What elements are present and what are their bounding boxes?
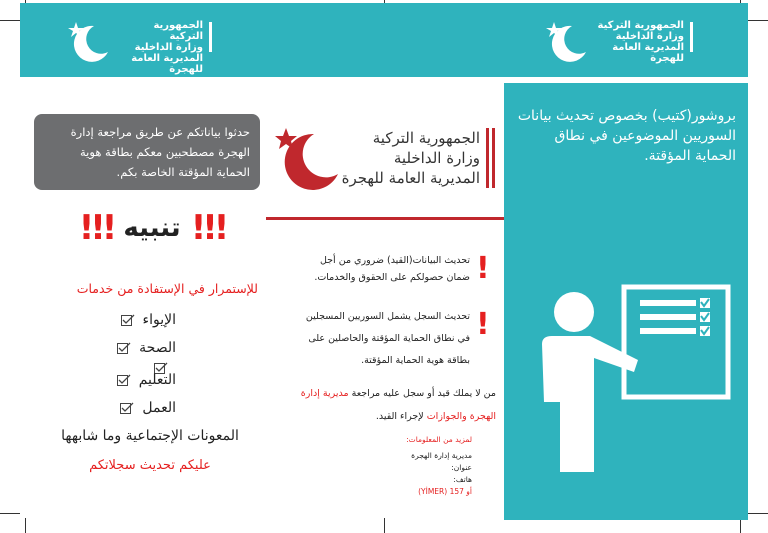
brochure-title: بروشور(كتيب) بخصوص تحديث بيانات السوريين الموضوعين في نطاق الحماية المؤقتة. [517, 108, 736, 164]
info-line1: مديرية إدارة الهجرة [411, 451, 472, 460]
crescent-star-icon [268, 124, 350, 190]
checkbox-checked-icon [121, 314, 135, 326]
update-records-text: عليكم تحديث سجلاتكم [89, 458, 211, 473]
services-subtitle: للإستمرار في الإستفادة من خدمات [76, 281, 258, 296]
center-logo-line1: الجمهورية التركية [372, 129, 480, 147]
service-education: التعليم [138, 372, 176, 388]
service-work: العمل [142, 400, 176, 416]
crop-mark [740, 518, 741, 533]
crop-mark [748, 20, 768, 21]
warning-heading [72, 206, 232, 250]
para-end: لإجراء القيد. [375, 411, 424, 422]
logo-divider [492, 128, 495, 188]
header-line3: المديرية العامة للهجرة [131, 53, 203, 75]
service-shelter: الإيواء [142, 312, 176, 328]
migration-directorate: مديرية إدارة الهجرة والجوازات [300, 388, 496, 422]
red-separator [266, 217, 504, 220]
crop-mark [0, 513, 20, 514]
info-title: لمزيد من المعلومات: [406, 435, 472, 444]
info-block [360, 434, 472, 498]
logo-divider [486, 128, 489, 188]
center-logo-text [340, 128, 480, 188]
header-divider [690, 22, 693, 52]
checkbox-checked-icon [120, 402, 134, 414]
exclamation-icon: ! [476, 307, 490, 342]
list-item [121, 312, 176, 328]
warning-marks-right: !!! [190, 208, 226, 248]
social-aid-text: المعونات الإجتماعية وما شابهها [61, 428, 239, 444]
header-line3: المديرية العامة للهجرة [612, 42, 684, 64]
center-logo-line3: المديرية العامة للهجرة [341, 169, 480, 187]
gray-box-text: حدثوا بياناتكم عن طريق مراجعة إدارة الهجرة مصطحبين معكم بطاقة هوية الحماية المؤقتة الخاصة بكم. [70, 125, 250, 179]
para-start: من لا يملك قيد أو سجل عليه مراجعة [351, 388, 496, 399]
crop-mark [0, 20, 20, 21]
list-item [120, 400, 176, 416]
exclamation-icon: ! [476, 251, 490, 286]
gray-info-box [34, 114, 260, 190]
header-divider [209, 22, 212, 52]
checkbox-checked-icon [117, 342, 131, 354]
crop-mark [384, 518, 385, 533]
header-text-left [118, 20, 203, 75]
notice-1: تحديث البيانات(القيد) ضروري من أجل ضمان حصولكم على الحقوق والخدمات. [314, 255, 470, 283]
crop-mark [748, 513, 768, 514]
list-item [117, 372, 176, 388]
crescent-star-icon [64, 20, 124, 62]
warning-marks-left: !!! [78, 208, 114, 248]
presenter-board-icon [520, 282, 740, 472]
list-item [117, 340, 176, 356]
service-health: الصحة [139, 340, 176, 356]
warning-title: تنبيه [123, 213, 181, 243]
crop-mark [25, 518, 26, 533]
checkbox-checked-icon [117, 374, 131, 386]
header-text-right [596, 20, 684, 64]
center-logo-line2: وزارة الداخلية [393, 149, 480, 167]
info-line2: عنوان: [451, 463, 472, 472]
crescent-star-icon [542, 20, 602, 62]
header-line1: الجمهورية التركية [153, 20, 203, 42]
header-line2: وزارة الداخلية [134, 42, 203, 53]
info-line3: هاتف: [453, 475, 472, 484]
header-line2: وزارة الداخلية [615, 31, 684, 42]
info-line4: أو 157 (YİMER) [418, 487, 472, 496]
services-list [60, 312, 176, 418]
header-line1: الجمهورية التركية [597, 20, 684, 31]
registration-paragraph [292, 382, 496, 428]
notice-2: تحديث السجل يشمل السوريين المسجلين في نطاق الحماية المؤقتة والحاصلين على بطاقة هوية الحماية المؤقتة. [305, 311, 470, 366]
